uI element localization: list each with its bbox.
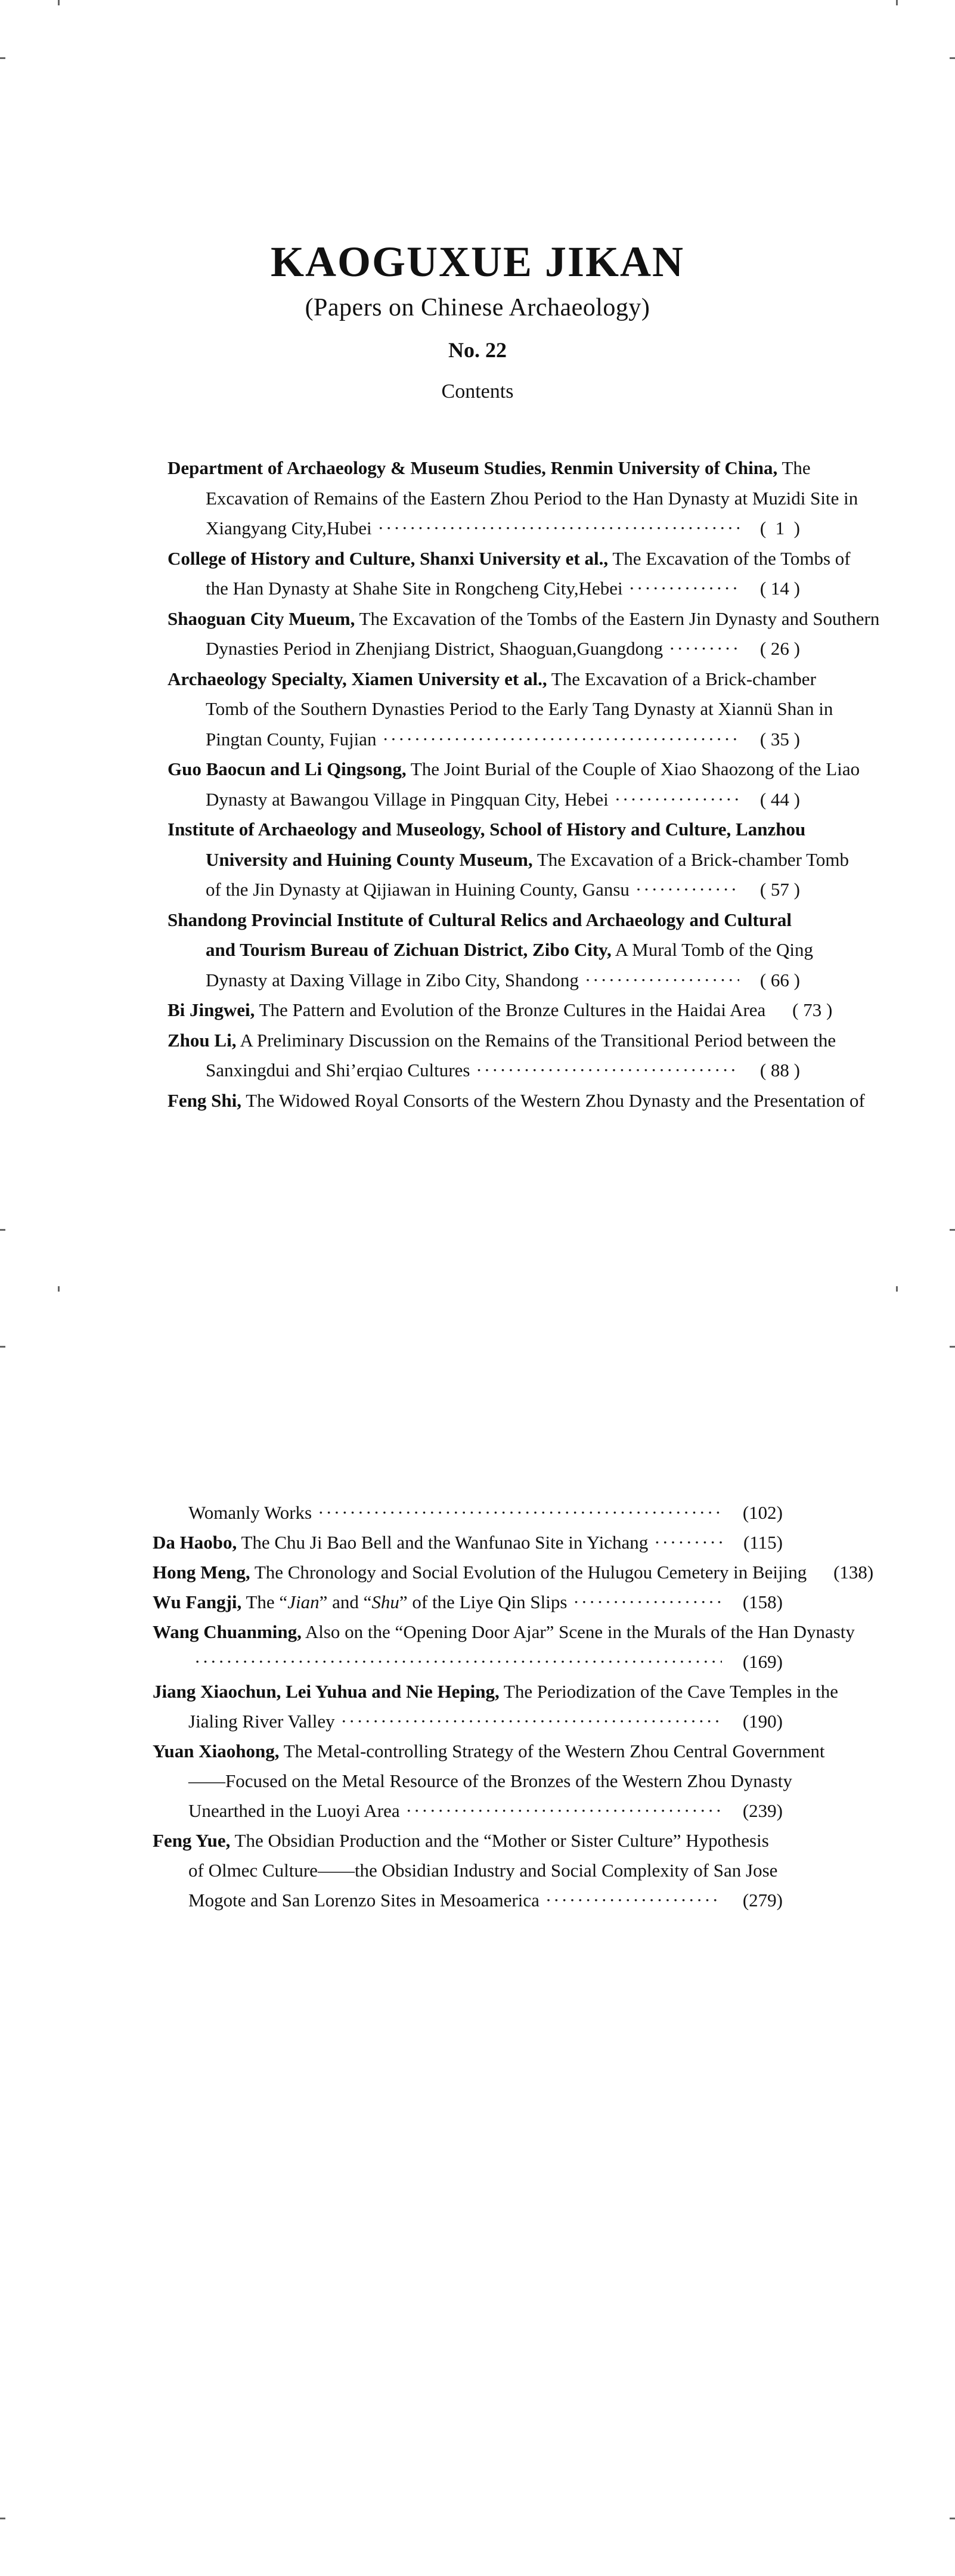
toc-text-regular: Sanxingdui and Shi’erqiao Cultures	[206, 1060, 470, 1080]
toc-text-italic: Jian	[287, 1592, 320, 1612]
toc-line	[168, 1055, 800, 1086]
toc-line	[168, 544, 851, 574]
toc-line	[153, 1558, 874, 1587]
toc-text-regular: The Periodization of the Cave Temples in the	[499, 1681, 839, 1702]
dot-leader	[615, 785, 739, 815]
page-number: (102)	[742, 1502, 783, 1523]
contents-heading: Contents	[441, 380, 514, 402]
dot-leader	[545, 1885, 722, 1915]
toc-line	[168, 995, 833, 1026]
toc-line	[153, 1498, 783, 1528]
dot-leader	[382, 724, 739, 755]
dot-leader	[629, 574, 739, 604]
toc-line	[168, 815, 806, 845]
toc-line	[153, 1528, 783, 1558]
toc-line	[168, 1026, 836, 1056]
crop-mark	[0, 57, 5, 59]
toc-text-regular: Dynasty at Bawangou Village in Pingquan City, Hebei	[206, 788, 609, 810]
crop-mark	[950, 1229, 955, 1231]
crop-mark	[950, 2518, 955, 2519]
toc-text-regular: of Olmec Culture——the Obsidian Industry and Social Complexity of San Jose	[188, 1860, 778, 1881]
toc-line	[168, 905, 800, 936]
page-number: ( 57 )	[759, 879, 800, 900]
toc-line	[153, 1677, 839, 1707]
toc-text-regular: The	[777, 457, 811, 478]
page-number: (279)	[742, 1890, 783, 1911]
toc-line	[168, 965, 800, 996]
toc-text-regular: A Preliminary Discussion on the Remains of the Transitional Period between the	[236, 1029, 836, 1051]
journal-subtitle: (Papers on Chinese Archaeology)	[305, 294, 650, 321]
crop-mark	[950, 1346, 955, 1348]
toc-text-regular: The Chu Ji Bao Bell and the Wanfunao Site in Yichang	[237, 1532, 649, 1553]
page-number: ( 88 )	[759, 1060, 800, 1080]
toc-text-regular: A Mural Tomb of the Qing	[611, 939, 813, 960]
toc-line	[153, 1647, 783, 1677]
toc-text-regular: Womanly Works	[188, 1502, 312, 1523]
toc-line	[168, 935, 813, 965]
toc-text-regular: The Metal-controlling Strategy of the Western Zhou Central Government	[279, 1741, 825, 1761]
toc-text-regular: The Chronology and Social Evolution of the Hulugou Cemetery in Beijing	[250, 1562, 807, 1583]
toc-text-regular: The Widowed Royal Consorts of the Western Zhou Dynasty and the Presentation of	[241, 1089, 865, 1111]
journal-title: KAOGUXUE JIKAN	[270, 238, 685, 286]
toc-line	[168, 785, 800, 815]
toc-text-regular: Pingtan County, Fujian	[206, 728, 377, 750]
toc-line	[168, 1086, 865, 1116]
toc-text-regular: Dynasties Period in Zhenjiang District, Shaoguan,Guangdong	[206, 638, 663, 659]
toc-line	[168, 754, 860, 785]
crop-mark	[950, 57, 955, 59]
dot-leader	[476, 1055, 739, 1086]
toc-text-regular: The Obsidian Production and the “Mother or Sister Culture” Hypothesis	[230, 1830, 769, 1851]
toc-text-bold: Da Haobo,	[153, 1532, 237, 1553]
toc-text-regular: The Pattern and Evolution of the Bronze Cultures in the Haidai Area	[255, 999, 766, 1020]
toc-text-regular: ——Focused on the Metal Resource of the Bronzes of the Western Zhou Dynasty	[188, 1770, 792, 1791]
toc-text-bold: Jiang Xiaochun, Lei Yuhua and Nie Heping,	[153, 1681, 500, 1702]
toc-text-regular: Tomb of the Southern Dynasties Period to the Early Tang Dynasty at Xiannü Shan in	[206, 698, 833, 719]
toc-text-regular: Excavation of Remains of the Eastern Zhou Period to the Han Dynasty at Muzidi Site in	[206, 487, 858, 509]
dot-leader	[341, 1707, 722, 1736]
toc-text-regular: Unearthed in the Luoyi Area	[188, 1800, 400, 1821]
toc-line	[168, 604, 880, 634]
toc-text-bold: Department of Archaeology & Museum Studies, Renmin University of China,	[168, 457, 778, 478]
toc-text-regular: of the Jin Dynasty at Qijiawan in Huining County, Gansu	[206, 879, 630, 900]
toc-text-bold: Wu Fangji,	[153, 1592, 242, 1612]
page-number: (158)	[742, 1592, 783, 1612]
page-number: (138)	[833, 1562, 874, 1583]
page-number: (115)	[743, 1532, 783, 1553]
toc-line	[168, 574, 800, 604]
page-number: ( 35 )	[759, 728, 800, 750]
toc-block-1	[168, 453, 880, 1116]
crop-mark	[58, 0, 60, 5]
toc-text-italic: Shu	[371, 1592, 399, 1612]
toc-text-regular: Jialing River Valley	[188, 1711, 335, 1732]
toc-text-regular: Dynasty at Daxing Village in Zibo City, Shandong	[206, 969, 579, 990]
toc-block-2	[153, 1498, 874, 1915]
toc-line	[153, 1826, 783, 1856]
toc-line	[168, 634, 800, 664]
toc-text-regular: Xiangyang City,Hubei	[206, 518, 372, 538]
toc-text-regular: ” and “	[319, 1592, 372, 1612]
dot-leader	[378, 513, 739, 544]
toc-text-bold: Shaoguan City Mueum,	[168, 608, 355, 629]
dot-leader	[654, 1528, 722, 1558]
toc-text-bold: Hong Meng,	[153, 1562, 250, 1583]
dot-leader	[585, 965, 739, 996]
dot-leader	[669, 634, 739, 664]
toc-text-bold: Shandong Provincial Institute of Cultural Relics and Archaeology and Cultural	[168, 909, 792, 930]
dot-leader	[318, 1498, 722, 1528]
issue-number: No. 22	[448, 338, 507, 362]
toc-line	[168, 484, 858, 514]
crop-mark	[896, 1286, 898, 1292]
crop-mark	[896, 0, 898, 5]
page-number: ( 1 )	[759, 518, 800, 538]
page-number: (169)	[742, 1651, 783, 1672]
toc-text-bold: Guo Baocun and Li Qingsong,	[168, 758, 407, 779]
page-number: ( 73 )	[792, 999, 833, 1020]
toc-text-regular: The Excavation of a Brick-chamber	[547, 668, 816, 689]
page-number: (239)	[742, 1800, 783, 1821]
toc-text-regular: The Excavation of a Brick-chamber Tomb	[532, 849, 849, 870]
page-number: (190)	[742, 1711, 783, 1732]
toc-line	[153, 1766, 792, 1796]
toc-text-bold: Yuan Xiaohong,	[153, 1741, 280, 1761]
toc-text-bold: Archaeology Specialty, Xiamen University et al.,	[168, 668, 547, 689]
toc-text-bold: Bi Jingwei,	[168, 999, 255, 1020]
toc-text-bold: College of History and Culture, Shanxi University et al.,	[168, 547, 609, 569]
toc-text-bold: Institute of Archaeology and Museology, School of History and Culture, Lanzhou	[168, 819, 806, 840]
toc-text-regular: The Joint Burial of the Couple of Xiao Shaozong of the Liao	[406, 758, 860, 779]
crop-mark	[0, 2518, 5, 2519]
page-number: ( 44 )	[759, 788, 800, 810]
toc-line	[168, 513, 800, 544]
toc-line	[153, 1587, 783, 1617]
toc-text-regular: Mogote and San Lorenzo Sites in Mesoamerica	[188, 1890, 539, 1911]
toc-text-regular: the Han Dynasty at Shahe Site in Rongcheng City,Hebei	[206, 578, 623, 599]
toc-line	[153, 1856, 783, 1885]
toc-line	[168, 845, 849, 875]
crop-mark	[0, 1229, 5, 1231]
page-number: ( 26 )	[759, 638, 800, 659]
toc-line	[153, 1796, 783, 1826]
toc-text-bold: Zhou Li,	[168, 1029, 237, 1051]
toc-line	[168, 453, 811, 484]
dot-leader	[194, 1647, 722, 1677]
toc-text-regular: The Excavation of the Tombs of the Eastern Jin Dynasty and Southern	[355, 608, 880, 629]
toc-line	[168, 694, 833, 724]
toc-text-bold: Wang Chuanming,	[153, 1621, 302, 1642]
toc-text-regular: The Excavation of the Tombs of	[608, 547, 851, 569]
toc-text-bold: University and Huining County Museum,	[206, 849, 533, 870]
toc-line	[153, 1617, 855, 1647]
toc-line	[168, 875, 800, 905]
toc-line	[153, 1707, 783, 1736]
toc-text-regular: The “	[241, 1592, 288, 1612]
toc-text-bold: and Tourism Bureau of Zichuan District, Zibo City,	[206, 939, 612, 960]
crop-mark	[0, 1346, 5, 1348]
crop-mark	[58, 1286, 60, 1292]
dot-leader	[573, 1587, 722, 1617]
dot-leader	[406, 1796, 722, 1826]
page-number: ( 14 )	[759, 578, 800, 599]
page-number: ( 66 )	[759, 969, 800, 990]
toc-line	[168, 724, 800, 755]
toc-text-regular: ” of the Liye Qin Slips	[399, 1592, 568, 1612]
toc-line	[153, 1736, 825, 1766]
toc-line	[168, 664, 816, 695]
toc-line	[153, 1885, 783, 1915]
dot-leader	[635, 875, 739, 905]
toc-text-regular: Also on the “Opening Door Ajar” Scene in the Murals of the Han Dynasty	[301, 1621, 855, 1642]
toc-text-bold: Feng Yue,	[153, 1830, 231, 1851]
toc-text-bold: Feng Shi,	[168, 1089, 242, 1111]
